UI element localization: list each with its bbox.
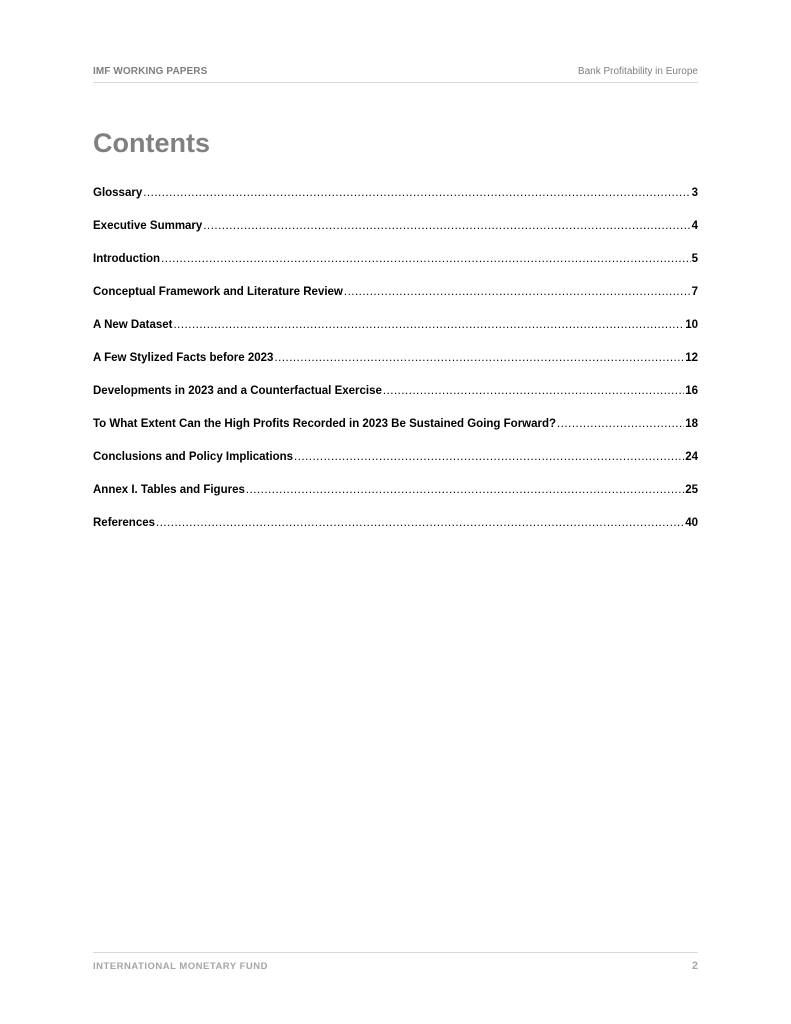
toc-entry-page: 7 [691, 286, 698, 298]
toc-entry-annex[interactable] [93, 484, 698, 517]
toc-entry-conclusions[interactable] [93, 451, 698, 484]
toc-entry-conceptual-framework[interactable] [93, 286, 698, 319]
dot-leader [344, 286, 691, 298]
page-header [93, 64, 698, 83]
dot-leader [294, 451, 684, 463]
toc-entry-label: To What Extent Can the High Profits Recorded in 2023 Be Sustained Going Forward? [93, 418, 557, 430]
toc-entry-developments-2023[interactable] [93, 385, 698, 418]
toc-entry-label: Annex I. Tables and Figures [93, 484, 245, 496]
toc-entry-label: Developments in 2023 and a Counterfactual Exercise [93, 385, 382, 397]
toc-entry-page: 12 [685, 352, 698, 364]
series-name: IMF WORKING PAPERS [93, 66, 208, 77]
page-title: Contents [93, 128, 210, 158]
toc-entry-references[interactable] [93, 517, 698, 550]
table-of-contents [93, 187, 698, 550]
toc-entry-page: 3 [691, 187, 698, 199]
toc-entry-introduction[interactable] [93, 253, 698, 286]
toc-entry-sustained-profits[interactable] [93, 418, 698, 451]
toc-entry-label: A New Dataset [93, 319, 173, 331]
toc-entry-executive-summary[interactable] [93, 220, 698, 253]
toc-entry-page: 24 [685, 451, 698, 463]
toc-entry-page: 5 [691, 253, 698, 265]
toc-entry-page: 25 [685, 484, 698, 496]
dot-leader [143, 187, 690, 199]
dot-leader [203, 220, 690, 232]
dot-leader [161, 253, 691, 265]
toc-entry-page: 16 [685, 385, 698, 397]
toc-entry-new-dataset[interactable] [93, 319, 698, 352]
toc-entry-label: Conclusions and Policy Implications [93, 451, 294, 463]
dot-leader [383, 385, 684, 397]
toc-entry-label: A Few Stylized Facts before 2023 [93, 352, 274, 364]
toc-entry-label: Introduction [93, 253, 161, 265]
toc-entry-stylized-facts[interactable] [93, 352, 698, 385]
organization-name: INTERNATIONAL MONETARY FUND [93, 961, 268, 972]
toc-entry-page: 4 [691, 220, 698, 232]
dot-leader [274, 352, 684, 364]
page-number: 2 [691, 960, 698, 972]
toc-entry-glossary[interactable] [93, 187, 698, 220]
toc-entry-page: 10 [685, 319, 698, 331]
running-title: Bank Profitability in Europe [577, 66, 698, 77]
toc-entry-page: 18 [685, 418, 698, 430]
toc-entry-label: References [93, 517, 156, 529]
toc-entry-label: Executive Summary [93, 220, 203, 232]
dot-leader [557, 418, 684, 430]
toc-entry-label: Glossary [93, 187, 143, 199]
dot-leader [156, 517, 684, 529]
toc-entry-label: Conceptual Framework and Literature Review [93, 286, 343, 298]
dot-leader [173, 319, 684, 331]
dot-leader [246, 484, 684, 496]
page-footer [93, 952, 698, 972]
toc-entry-page: 40 [685, 517, 698, 529]
